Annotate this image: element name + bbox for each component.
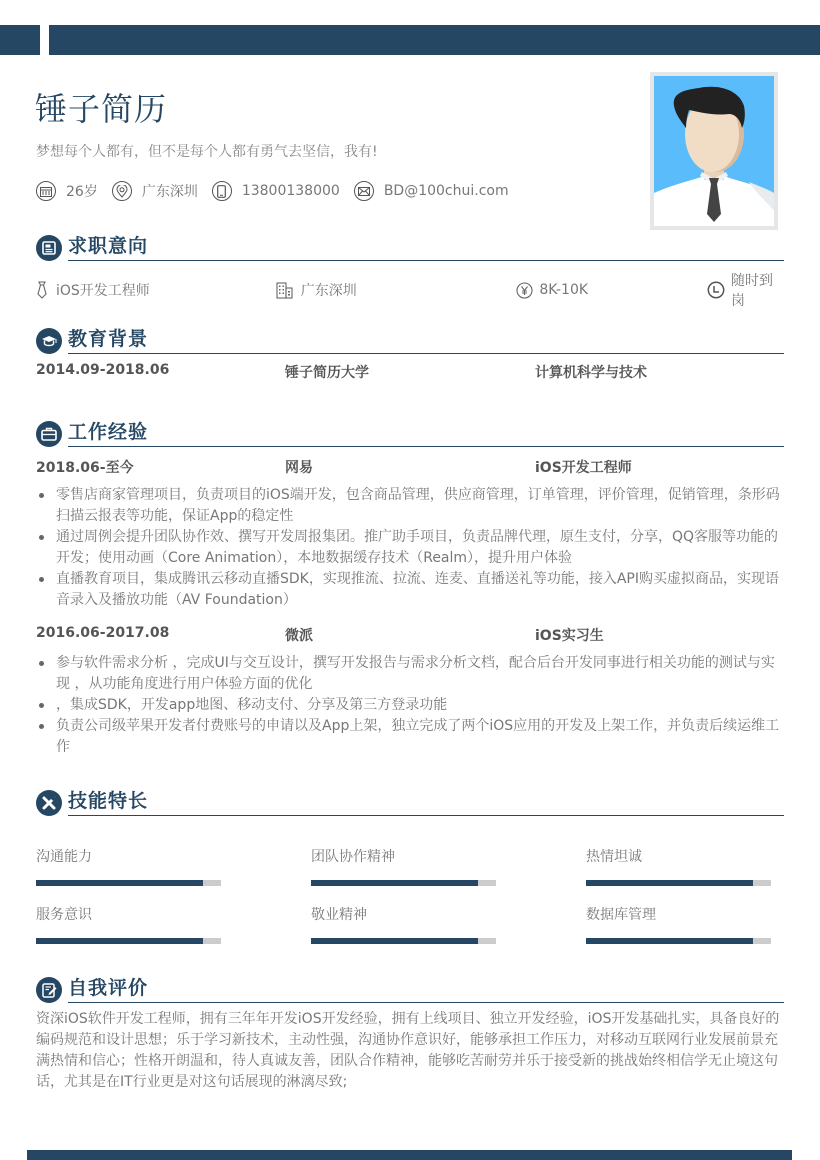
- section-title: 自我评价: [68, 975, 784, 1003]
- education-row: [36, 362, 784, 382]
- skills-grid: [36, 846, 784, 944]
- contact-email: [354, 181, 509, 201]
- skill-label: 团队协作精神: [311, 849, 395, 865]
- job-duties: [36, 653, 784, 758]
- intent-availability-value: 随时到岗: [730, 273, 773, 309]
- list-item: 负责公司级苹果开发者付费账号的申请以及App上架，独立完成了两个iOS应用的开发及上架工作，并负责后续运维工作: [36, 716, 784, 758]
- skill-label: 沟通能力: [36, 849, 92, 865]
- section-self-evaluation: [36, 973, 784, 1093]
- skill-bar: [586, 938, 771, 944]
- contact-phone: [212, 181, 340, 201]
- skill-bar: [311, 938, 496, 944]
- top-bar-left: [0, 25, 40, 55]
- resume-title: 锤子简历: [35, 90, 168, 128]
- job-company: 网易: [285, 460, 313, 476]
- job-period: 2018.06-至今: [36, 460, 134, 476]
- intent-availability: [707, 270, 784, 310]
- skill-item: [36, 846, 311, 886]
- phone-value: 13800138000: [241, 183, 340, 199]
- skill-item: [586, 904, 784, 944]
- tools-icon: [36, 790, 62, 816]
- skill-item: [311, 846, 586, 886]
- education-school: 锤子简历大学: [285, 365, 369, 381]
- list-item: 直播教育项目，集成腾讯云移动直播SDK，实现推流、拉流、连麦、直播送礼等功能，接入API购买虚拟商品，实现语音录入及播放功能（AV Foundation）: [36, 569, 784, 611]
- contact-info: [36, 181, 523, 201]
- avatar: [654, 76, 774, 226]
- intent-position-value: iOS开发工程师: [56, 283, 150, 299]
- job-entry: [36, 625, 784, 758]
- building-icon: [276, 282, 293, 299]
- list-item: 零售店商家管理项目，负责项目的iOS端开发，包含商品管理，供应商管理，订单管理，评价管理，促销管理，条形码扫描云报表等功能，保证App的稳定性: [36, 485, 784, 527]
- job-header: [36, 625, 784, 645]
- section-job-intent: [36, 231, 784, 310]
- section-education: [36, 324, 784, 382]
- skill-item: [586, 846, 784, 886]
- job-role: iOS实习生: [535, 628, 604, 644]
- job-period: 2016.06-2017.08: [36, 625, 170, 641]
- education-major: 计算机科学与技术: [535, 365, 647, 381]
- skill-bar: [311, 880, 496, 886]
- education-period: 2014.09-2018.06: [36, 362, 170, 378]
- contact-location: [112, 181, 198, 201]
- email-value: BD@100chui.com: [383, 183, 509, 199]
- edit-note-icon: [36, 977, 62, 1003]
- phone-icon: [212, 181, 232, 201]
- intent-salary-value: 8K-10K: [539, 282, 589, 298]
- skill-item: [311, 904, 586, 944]
- skill-bar: [36, 938, 221, 944]
- skill-bar: [36, 880, 221, 886]
- intent-position: [36, 270, 276, 310]
- skill-item: [36, 904, 311, 944]
- section-skills: [36, 786, 784, 944]
- job-company: 微派: [285, 628, 313, 644]
- job-header: [36, 457, 784, 477]
- skill-bar: [586, 880, 771, 886]
- graduation-cap-icon: [36, 328, 62, 354]
- age-value: 26岁: [66, 184, 98, 200]
- self-evaluation-text: 资深iOS软件开发工程师，拥有三年年开发iOS开发经验，拥有上线项目、独立开发经验，iOS开发基础扎实，具备良好的编码规范和设计思想；乐于学习新技术，主动性强，沟通协作意识好，能够承担工作压力，对移动互联网行业发展前景充满热情和信心；性格开朗温和，待人真诚友善，团队合作精神，能够吃苦耐劳并乐于接受新的挑战始终相信学无止境这句话，尤其是在IT行业更是对这句话展现的淋漓尽致;: [36, 1011, 780, 1090]
- section-work: [36, 417, 784, 758]
- contact-age: [36, 181, 98, 201]
- section-title: 求职意向: [68, 233, 784, 261]
- skill-label: 敬业精神: [311, 907, 367, 923]
- job-entry: [36, 457, 784, 611]
- skill-label: 数据库管理: [586, 907, 656, 923]
- list-item: 通过周例会提升团队协作效、撰写开发周报集团。推广助手项目，负责品牌代理，原生支付，分享，QQ客服等功能的开发；使用动画（Core Animation），本地数据缓存技术（Realm），提升用户体验: [36, 527, 784, 569]
- avatar-photo: [650, 72, 778, 230]
- job-role: iOS开发工程师: [535, 460, 632, 476]
- calendar-icon: [36, 181, 56, 201]
- intent-salary: [516, 270, 707, 310]
- list-item: 参与软件需求分析 ，完成UI与交互设计，撰写开发报告与需求分析文档，配合后台开发同事进行相关功能的测试与实现 ，从功能角度进行用户体验方面的优化: [36, 653, 784, 695]
- job-duties: [36, 485, 784, 611]
- clock-icon: [707, 281, 725, 299]
- job-intent-row: [36, 270, 784, 310]
- skill-label: 服务意识: [36, 907, 92, 923]
- yen-icon: [516, 282, 533, 299]
- section-title: 技能特长: [68, 788, 784, 816]
- resume-card-icon: [36, 235, 62, 261]
- intent-city-value: 广东深圳: [300, 283, 357, 299]
- mail-icon: [354, 181, 374, 201]
- list-item: ，集成SDK，开发app地图、移动支付、分享及第三方登录功能: [36, 695, 784, 716]
- top-bar-right: [49, 25, 820, 55]
- briefcase-icon: [36, 421, 62, 447]
- tie-icon: [36, 281, 48, 299]
- section-title: 教育背景: [68, 326, 784, 354]
- intent-city: [276, 270, 517, 310]
- motto: 梦想每个人都有，但不是每个人都有勇气去坚信，我有!: [36, 144, 378, 160]
- location-icon: [112, 181, 132, 201]
- bottom-bar: [27, 1150, 792, 1160]
- location-value: 广东深圳: [141, 184, 198, 200]
- skill-label: 热情坦诚: [586, 849, 642, 865]
- section-title: 工作经验: [68, 419, 784, 447]
